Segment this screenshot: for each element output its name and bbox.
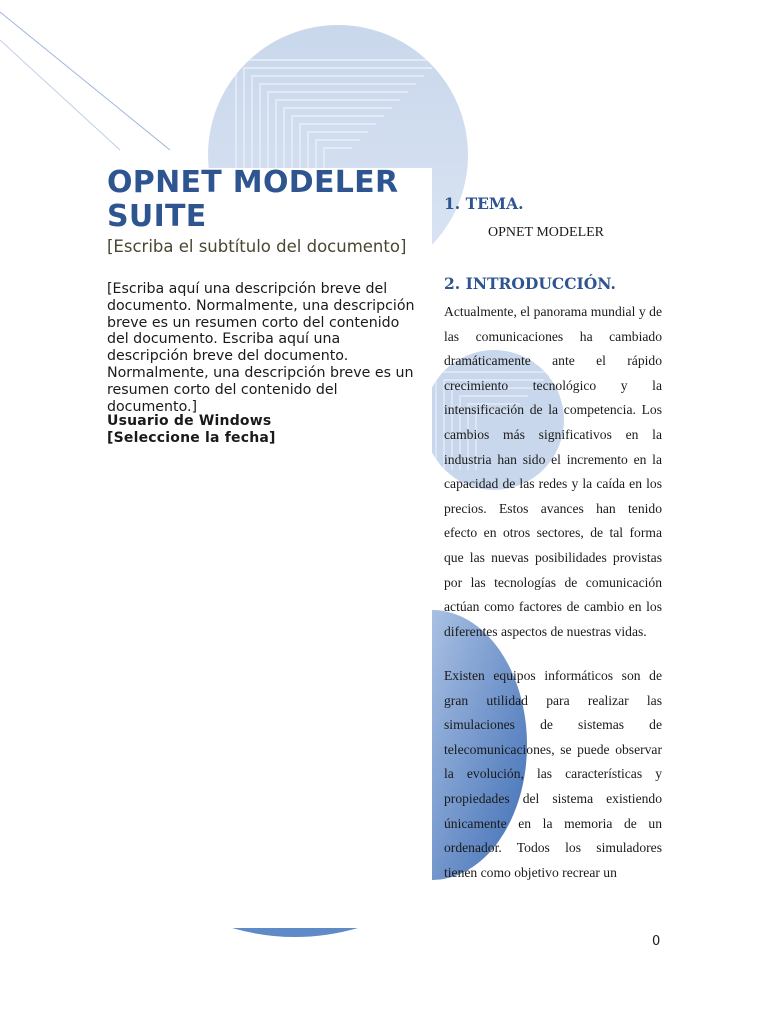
- intro-paragraph: Existen equipos informáticos son de gran utilidad para realizar las simulaciones de sistemas de telecomunicaciones, se puede observar la evolución, las características y propiedades del sistema existiendo únicamente en la memoria de un ordenador. Todos los simuladores tienen como objetivo recrear un: [444, 668, 662, 880]
- intro-paragraph: Actualmente, el panorama mundial y de las comunicaciones ha cambiado dramáticamente ante el rápido crecimiento tecnológico y la intensificación de la competencia. Los cambios más significativos en la industria han sido el incremento en la capacidad de las redes y la caída en los precios. Estos avances han tenido efecto en otros sectores, de tal forma que las nuevas posibilidades provistas por las tecnologías de comunicación actúan como factores de cambio en los diferentes aspectos de nuestras vidas.: [444, 304, 662, 639]
- document-date-picker[interactable]: [Seleccione la fecha]: [107, 430, 276, 446]
- section-heading-introduccion: 2. INTRODUCCIÓN.: [444, 274, 616, 293]
- tema-value: OPNET MODELER: [488, 225, 605, 240]
- document-title[interactable]: OPNET MODELER SUITE: [107, 165, 399, 234]
- document-description[interactable]: [Escriba aquí una descripción breve del documento. Normalmente, una descripción breve es un resumen corto del contenido del documento. Escriba aquí una descripción breve del documento. Normalmente, una descripción breve es un resumen corto del contenido del documento.]: [107, 281, 415, 415]
- section-heading-tema: 1. TEMA.: [444, 194, 524, 213]
- bottom-circle-segment: [232, 928, 358, 937]
- page-number: 0: [652, 934, 661, 949]
- document-author[interactable]: Usuario de Windows: [107, 413, 272, 429]
- document-subtitle[interactable]: [Escriba el subtítulo del documento]: [107, 237, 407, 256]
- diagonal-line: [0, 12, 170, 150]
